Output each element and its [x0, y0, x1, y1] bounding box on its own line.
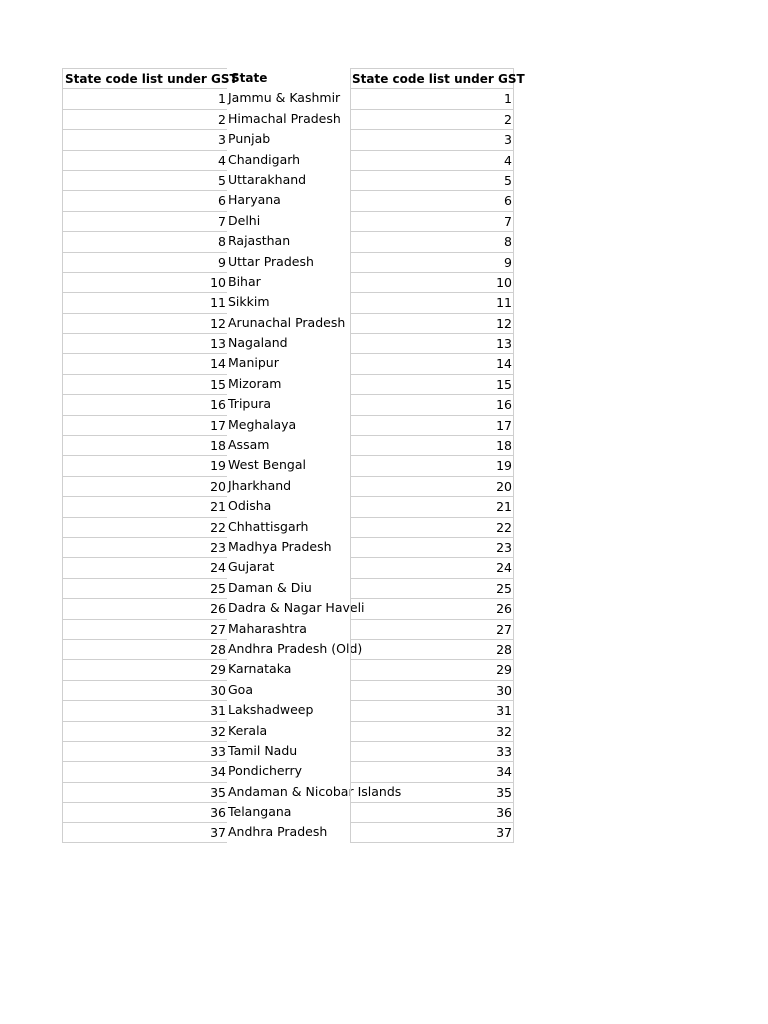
state-name: Karnataka: [228, 661, 292, 677]
state-code-left: 21: [62, 496, 227, 516]
state-code-left: 28: [62, 639, 227, 659]
state-code-left: 1: [62, 88, 227, 108]
table-row: [62, 150, 514, 170]
state-code-left: 26: [62, 598, 227, 618]
state-code-left: 36: [62, 802, 227, 822]
table-header-row: [62, 68, 525, 88]
state-code-left: 11: [62, 292, 227, 312]
state-code-left: 33: [62, 741, 227, 761]
state-name: Daman & Diu: [228, 579, 312, 595]
state-code-left: 3: [62, 129, 227, 149]
state-code-right: 3: [350, 129, 514, 149]
table-row: [62, 211, 514, 231]
state-name: Punjab: [228, 131, 271, 147]
state-code-left: 18: [62, 435, 227, 455]
state-name: Delhi: [228, 212, 261, 228]
state-code-left: 24: [62, 557, 227, 577]
state-code-left: 13: [62, 333, 227, 353]
state-code-left: 34: [62, 761, 227, 781]
table-row: [62, 761, 514, 781]
state-code-right: 2: [350, 109, 514, 129]
table-row: [62, 598, 514, 618]
table-row: [62, 333, 514, 353]
state-code-right: 19: [350, 455, 514, 475]
state-code-right: 9: [350, 252, 514, 272]
state-name: Jharkhand: [228, 477, 292, 493]
state-name: Tamil Nadu: [228, 742, 298, 758]
state-code-right: 20: [350, 476, 514, 496]
table-row: [62, 455, 514, 475]
state-code-left: 10: [62, 272, 227, 292]
table-row: [62, 537, 514, 557]
table-row: [62, 578, 514, 598]
state-name: Andaman & Nicobar Islands: [228, 783, 402, 799]
state-code-right: 8: [350, 231, 514, 251]
state-name: Arunachal Pradesh: [228, 314, 346, 330]
state-code-left: 12: [62, 313, 227, 333]
state-code-right: 23: [350, 537, 514, 557]
state-code-left: 23: [62, 537, 227, 557]
state-code-left: 15: [62, 374, 227, 394]
state-code-right: 1: [350, 88, 514, 108]
state-code-right: 25: [350, 578, 514, 598]
state-code-left: 6: [62, 190, 227, 210]
state-code-left: 17: [62, 415, 227, 435]
state-name: Madhya Pradesh: [228, 538, 332, 554]
state-code-right: 10: [350, 272, 514, 292]
state-name: Kerala: [228, 722, 268, 738]
table-row: [62, 190, 514, 210]
state-code-right: 28: [350, 639, 514, 659]
state-code-left: 9: [62, 252, 227, 272]
state-code-left: 29: [62, 659, 227, 679]
state-name: Uttarakhand: [228, 171, 307, 187]
state-code-right: 26: [350, 598, 514, 618]
state-code-left: 27: [62, 619, 227, 639]
state-name: Meghalaya: [228, 416, 297, 432]
table-row: [62, 782, 514, 802]
state-name: Himachal Pradesh: [228, 110, 341, 126]
state-code-left: 14: [62, 353, 227, 373]
table-row: [62, 557, 514, 577]
table-row: [62, 88, 514, 108]
table-row: [62, 415, 514, 435]
state-code-right: 33: [350, 741, 514, 761]
state-code-right: 17: [350, 415, 514, 435]
state-code-right: 16: [350, 394, 514, 414]
table-row: [62, 292, 514, 312]
state-code-left: 7: [62, 211, 227, 231]
table-row: [62, 129, 514, 149]
table-row: [62, 721, 514, 741]
state-code-right: 24: [350, 557, 514, 577]
state-name: Rajasthan: [228, 233, 291, 249]
table-row: [62, 639, 514, 659]
table-row: [62, 313, 514, 333]
state-name: Telangana: [228, 804, 292, 820]
state-code-right: 22: [350, 517, 514, 537]
state-name: Nagaland: [228, 335, 288, 351]
table-row: [62, 476, 514, 496]
table-row: [62, 700, 514, 720]
state-name: Lakshadweep: [228, 702, 314, 718]
table-row: [62, 353, 514, 373]
state-name: Jammu & Kashmir: [228, 90, 341, 106]
table-row: [62, 170, 514, 190]
state-name: Haryana: [228, 192, 281, 208]
table-row: [62, 272, 514, 292]
state-code-left: 19: [62, 455, 227, 475]
table-row: [62, 374, 514, 394]
state-code-left: 25: [62, 578, 227, 598]
table-row: [62, 231, 514, 251]
state-code-right: 11: [350, 292, 514, 312]
state-code-left: 30: [62, 680, 227, 700]
state-code-right: 34: [350, 761, 514, 781]
state-name: Uttar Pradesh: [228, 253, 314, 269]
table-row: [62, 496, 514, 516]
table-row: [62, 619, 514, 639]
table-row: [62, 680, 514, 700]
state-code-right: 31: [350, 700, 514, 720]
header-code-list-right: State code list under GST: [350, 68, 514, 88]
state-name: Assam: [228, 437, 270, 453]
table-row: [62, 802, 514, 822]
state-name: Chhattisgarh: [228, 518, 309, 534]
state-name: Andhra Pradesh (Old): [228, 640, 363, 656]
state-code-left: 8: [62, 231, 227, 251]
table-row: [62, 252, 514, 272]
state-name: Dadra & Nagar Haveli: [228, 600, 365, 616]
state-code-right: 13: [350, 333, 514, 353]
state-code-left: 4: [62, 150, 227, 170]
state-name: Sikkim: [228, 294, 270, 310]
header-state: State: [231, 71, 268, 85]
state-name: Gujarat: [228, 559, 275, 575]
table-row: [62, 435, 514, 455]
state-name: Goa: [228, 681, 253, 697]
state-code-right: 5: [350, 170, 514, 190]
state-code-right: 35: [350, 782, 514, 802]
state-code-right: 29: [350, 659, 514, 679]
state-code-right: 30: [350, 680, 514, 700]
state-code-left: 16: [62, 394, 227, 414]
state-code-left: 35: [62, 782, 227, 802]
state-code-right: 15: [350, 374, 514, 394]
state-code-right: 32: [350, 721, 514, 741]
table-row: [62, 394, 514, 414]
state-name: Manipur: [228, 355, 279, 371]
state-name: Odisha: [228, 498, 272, 514]
state-name: Pondicherry: [228, 763, 303, 779]
state-code-right: 37: [350, 822, 514, 842]
state-name: Mizoram: [228, 375, 282, 391]
state-code-right: 36: [350, 802, 514, 822]
state-name: Chandigarh: [228, 151, 301, 167]
state-code-left: 22: [62, 517, 227, 537]
state-code-right: 27: [350, 619, 514, 639]
state-code-right: 7: [350, 211, 514, 231]
state-code-left: 37: [62, 822, 227, 842]
state-code-right: 21: [350, 496, 514, 516]
gst-state-code-table: [62, 68, 525, 843]
state-code-right: 4: [350, 150, 514, 170]
table-row: [62, 517, 514, 537]
state-name: West Bengal: [228, 457, 306, 473]
state-code-left: 31: [62, 700, 227, 720]
state-name: Maharashtra: [228, 620, 307, 636]
state-code-right: 18: [350, 435, 514, 455]
state-code-left: 20: [62, 476, 227, 496]
state-name: Andhra Pradesh: [228, 824, 328, 840]
table-row: [62, 741, 514, 761]
state-code-right: 14: [350, 353, 514, 373]
table-row: [62, 659, 514, 679]
state-code-left: 5: [62, 170, 227, 190]
state-code-right: 6: [350, 190, 514, 210]
header-code-list-left: State code list under GST: [62, 68, 227, 88]
table-row: [62, 822, 514, 842]
state-name: Bihar: [228, 273, 261, 289]
state-code-right: 12: [350, 313, 514, 333]
state-code-left: 32: [62, 721, 227, 741]
table-row: [62, 109, 514, 129]
table-body: [62, 88, 514, 842]
state-name: Tripura: [228, 396, 272, 412]
state-code-left: 2: [62, 109, 227, 129]
